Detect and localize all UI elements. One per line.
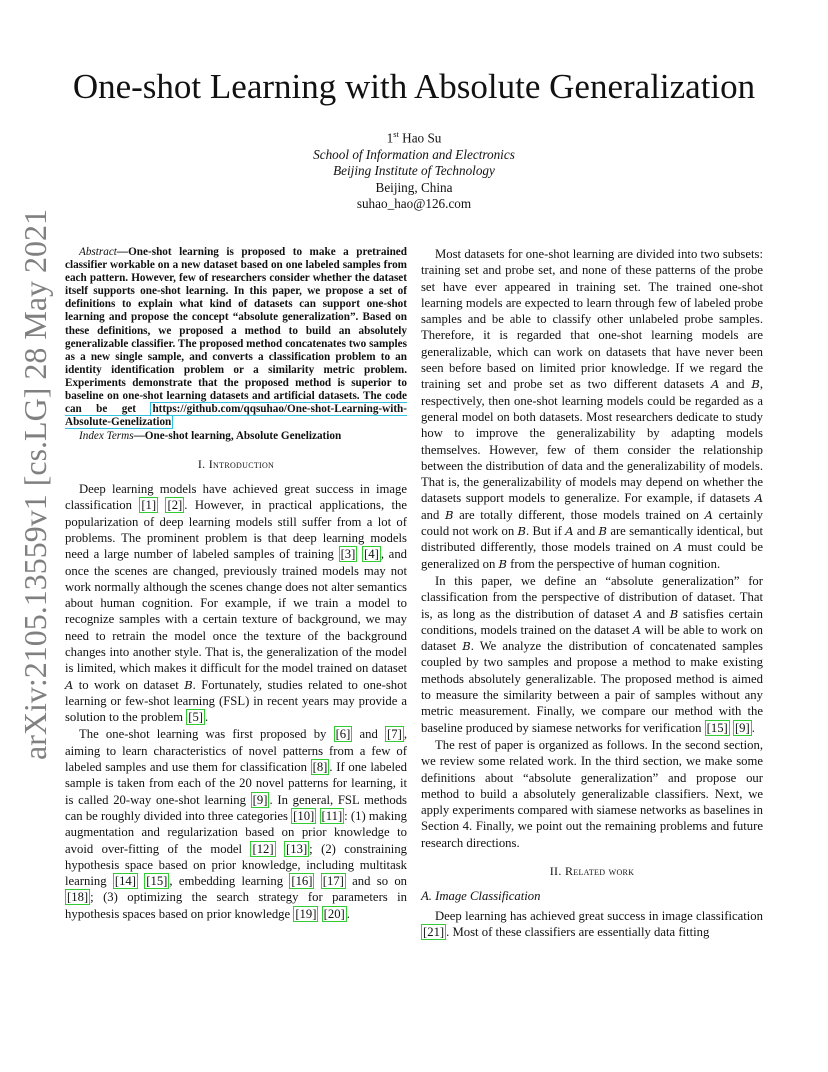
citation-link[interactable]: [19] — [295, 906, 317, 921]
dataset-symbol: A — [710, 377, 720, 392]
paper-title: One-shot Learning with Absolute Generalization — [72, 67, 756, 106]
dataset-symbol: A — [633, 606, 643, 621]
left-column — [65, 246, 407, 922]
author-ordinal-suffix: st — [393, 129, 399, 139]
text-run: , embedding learning — [169, 874, 290, 889]
citation-link[interactable]: [1] — [141, 498, 157, 513]
abstract — [65, 246, 407, 429]
index-terms-label: Index Terms — [79, 430, 134, 443]
author-affiliation-1: School of Information and Electronics — [313, 146, 515, 162]
text-run: will be able to work on dataset — [421, 622, 763, 654]
dataset-symbol: A — [754, 491, 763, 506]
text-run: and — [642, 606, 670, 621]
text-run: and so on — [345, 874, 408, 889]
citation-link[interactable]: [14] — [114, 874, 136, 889]
intro-paragraph-2 — [65, 726, 407, 922]
text-run: satisfies certain conditions, models trained on the dataset — [421, 606, 763, 637]
text-run: . However, in practical applications, the popularization of deep learning models still suffer from a lot of problems. The prominent problem is that deep learning models need a large number of labeled samples of training — [65, 498, 407, 562]
text-run: are semantically identical, but distributed differently, those models trained on — [421, 524, 763, 555]
citation-link[interactable]: [5] — [188, 710, 204, 725]
citation-link[interactable]: [8] — [312, 760, 328, 775]
code-link[interactable]: https://github.com/qqsuhao/One-shot-Learning-with-Absolute-Genelization — [65, 403, 407, 429]
citation-link[interactable]: [21] — [423, 924, 445, 939]
index-terms-text: —One-shot learning, Absolute Genelization — [133, 430, 342, 443]
text-run — [314, 874, 320, 888]
section-title: Related work — [564, 863, 635, 878]
intro-paragraph-1 — [65, 481, 407, 725]
author-name-line — [200, 126, 628, 147]
text-run: Deep learning has achieved great success in image classification — [435, 908, 763, 923]
text-run: In this paper, we define an “absolute generalization” for classification from the perspective of distribution of dataset. That is, as long as the distribution of dataset — [421, 573, 763, 621]
right-paragraph-4 — [421, 908, 763, 941]
text-run: to work on dataset — [73, 677, 185, 692]
text-run: ; (3) optimizing the search strategy for parameters in hypothesis spaces based on prior knowledge — [65, 890, 407, 921]
text-run: . — [751, 720, 755, 735]
text-run: , and once the scenes are changed, previously trained models may not work normally although the scenes change does not alter semantics about human cognition. For example, if we train a model to recognize samples with a certain texture of background, we may need to retrain the model once the texture of the background changes into another style. That is, the generalization of the model is limited, which makes it difficult for the model trained on dataset — [65, 547, 408, 676]
dataset-symbol: A — [632, 622, 642, 637]
author-email: suhao_hao@126.com — [356, 196, 472, 212]
citation-link[interactable]: [9] — [734, 720, 750, 735]
author-location: Beijing, China — [375, 179, 453, 195]
dataset-symbol: B — [498, 556, 507, 571]
citation-link[interactable]: [18] — [67, 890, 89, 905]
index-terms — [65, 430, 407, 443]
arxiv-identifier-stamp — [0, 0, 60, 1072]
text-run: . We analyze the distribution of concatenated samples coupled by two samples and propose a method to make existing methods absolutely generalizable. The proposed method is aimed to measure the similarity between a pair of samples without any metric measurement. Finally, we compare our method with the baseline produced by siamese networks for verification — [421, 639, 763, 735]
right-column — [421, 246, 763, 940]
dataset-symbol: B — [462, 639, 471, 654]
text-run: . If one labeled sample is taken from each of the 20 novel patterns for learning, it is called 20-way one-shot learning — [65, 760, 407, 807]
section-number: II. — [549, 863, 562, 878]
arxiv-id-text: arXiv:2105.13559v1 [cs.LG] 28 May 2021 — [17, 208, 53, 760]
text-run: . In general, FSL methods can be roughly divided into three categories — [65, 792, 407, 823]
section-title: Introduction — [208, 456, 275, 471]
dataset-symbol: B — [598, 524, 607, 539]
citation-link[interactable]: [7] — [387, 727, 402, 742]
section-heading-introduction — [65, 456, 407, 472]
citation-link[interactable]: [11] — [321, 808, 343, 823]
text-run: : (1) making augmentation and regularization based on prior knowledge to avoid over-fitting of the model — [65, 808, 407, 856]
dataset-symbol: A — [704, 507, 713, 522]
text-run: . But if — [525, 524, 566, 539]
text-run: , respectively, then one-shot learning models could be regarded as a general model on both datasets. Most researchers dedicate to study how to improve the generalizability by adapting models themselves. However, few of them consider the relationship between the distribution of data and the generalizability of models. That is, the generalizability of models may depend on whether the datasets support models to generalize. For example, if datasets — [421, 377, 763, 506]
dataset-symbol: B — [517, 524, 526, 539]
citation-link[interactable]: [17] — [322, 874, 344, 889]
citation-link[interactable]: [3] — [340, 547, 356, 562]
citation-link[interactable]: [2] — [167, 498, 183, 513]
text-run: . — [205, 710, 209, 725]
citation-link[interactable]: [6] — [335, 727, 351, 742]
text-run: must could be generalized on — [421, 540, 763, 571]
right-paragraph-1 — [421, 246, 763, 572]
text-run: and — [352, 727, 386, 742]
dataset-symbol: B — [184, 677, 193, 692]
dataset-symbol: B — [444, 507, 454, 522]
citation-link[interactable]: [12] — [252, 841, 274, 856]
citation-link[interactable]: [4] — [364, 547, 379, 562]
citation-link[interactable]: [16] — [291, 874, 313, 889]
author-block — [200, 126, 628, 213]
text-run: from the perspective of human cognition. — [506, 556, 721, 571]
citation-link[interactable]: [13] — [286, 841, 308, 856]
text-run — [276, 842, 284, 856]
text-run: Most datasets for one-shot learning are divided into two subsets: training set and probe set, and none of these patterns of the probe set have ever appeared in training set. The trained one-shot learning models are expected to learn through few of labeled probe samples and be able to classify other unlabeled probe samples. Therefore, it is regarded that one-shot learning models are generalizable, which can work on datasets that have never been seen before based on limited prior knowledge. If we regard the training set and probe set as two different datasets — [421, 247, 763, 392]
dataset-symbol: B — [751, 377, 760, 392]
text-run: The one-shot learning was first proposed by — [79, 727, 334, 742]
author-ordinal: 1 — [386, 130, 394, 146]
text-run: and — [719, 377, 752, 392]
text-run: , aiming to learn characteristics of novel patterns from a few of labeled samples and use them for classification — [65, 727, 407, 775]
citation-link[interactable]: [9] — [252, 792, 268, 807]
dataset-symbol: A — [65, 677, 74, 692]
right-paragraph-3: The rest of paper is organized as follows. In the second section, we review some related work. In the third section, we make some definitions about “absolute generalization” and propose our method to build a absolutely generalizable classifiers. Next, we apply experiments compared with siamese networks as baselines in Section 4. Finally, we point out the remaining problems and future research directions. — [421, 737, 763, 850]
citation-link[interactable]: [15] — [706, 720, 728, 735]
abstract-label: Abstract — [79, 246, 117, 258]
text-run: Deep learning models have achieved great success in image classification — [65, 482, 407, 513]
text-run: . Fortunately, studies related to one-shot learning or few-shot learning (FSL) in recent years may provide a solution to the problem — [65, 677, 407, 725]
text-run: and — [421, 507, 445, 522]
text-run: ; (2) constraining hypothesis space based on prior knowledge, including multitask learning — [65, 841, 408, 889]
section-heading-related-work — [421, 863, 763, 879]
citation-link[interactable]: [10] — [293, 808, 315, 823]
text-run: certainly could not work on — [421, 507, 763, 539]
text-run: . Most of these classifiers are essentially data fitting — [446, 924, 710, 939]
section-number: I. — [197, 456, 206, 471]
author-name: Hao Su — [402, 130, 442, 146]
abstract-text: —One-shot learning is proposed to make a pretrained classifier workable on a new dataset based on one labeled samples from each pattern. However, few of researchers consider whether the dataset itself supports one-shot learning. In this paper, we propose a set of definitions to explain what kind of datasets can support one-shot learning and propose the concept “absolute generalization”. Based on these definitions, we proposed a method to build an absolutely generalizable classifier. The proposed method concatenates two samples as a new single sample, and converts a classification problem to an identity identification problem or a similarity metric problem. Experiments demonstrate that the proposed method is superior to baseline on one-shot learning datasets and artificial datasets. The code can be get — [65, 246, 407, 416]
dataset-symbol: A — [565, 524, 574, 539]
right-paragraph-2 — [421, 573, 763, 736]
subsection-heading-image-classification: A. Image Classification — [421, 889, 541, 904]
author-affiliation-2: Beijing Institute of Technology — [333, 163, 495, 179]
citation-link[interactable]: [20] — [323, 906, 345, 921]
text-run: are totally different, those models trained on — [453, 507, 705, 522]
text-run: . — [346, 906, 350, 921]
citation-link[interactable]: [15] — [146, 874, 168, 889]
dataset-symbol: A — [673, 540, 683, 555]
text-run: and — [573, 524, 599, 539]
dataset-symbol: B — [669, 606, 679, 621]
